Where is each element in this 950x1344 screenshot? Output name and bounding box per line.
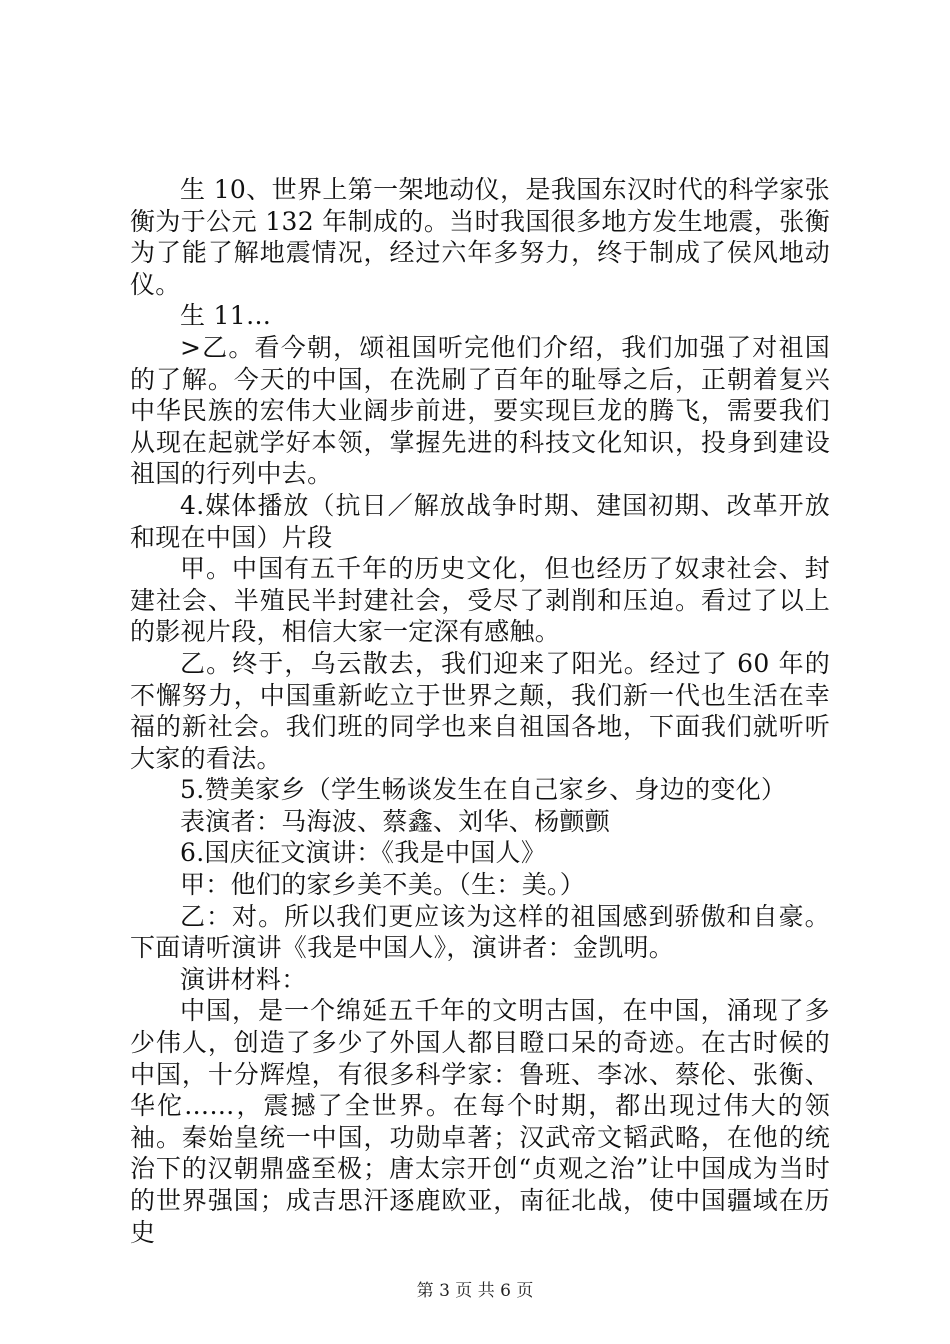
paragraph-yi-today: >乙。看今朝，颂祖国听完他们介绍，我们加强了对祖国的了解。今天的中国，在洗刷了百年的耻辱之后，正朝着复兴中华民族的宏伟大业阔步前进，要实现巨龙的腾飞，需要我们从现在起就学好本领，掌握先进的科技文化知识，投身到建设祖国的行列中去。	[130, 332, 830, 489]
paragraph-speech-title: 6.国庆征文演讲：《我是中国人》	[180, 838, 547, 868]
paragraph-student-11: 生 11…	[180, 301, 272, 331]
page-number-footer: 第 3 页 共 6 页	[416, 1281, 534, 1301]
document-body	[130, 174, 830, 1248]
paragraph-media-playback: 4.媒体播放（抗日／解放战争时期、建国初期、改革开放和现在中国）片段	[130, 490, 830, 552]
paragraph-yi-proud: 乙：对。所以我们更应该为这样的祖国感到骄傲和自豪。下面请听演讲《我是中国人》，演讲者：金凯明。	[130, 901, 830, 963]
paragraph-yi-sunshine: 乙。终于，乌云散去，我们迎来了阳光。经过了 60 年的不懈努力，中国重新屹立于世界之颠，我们新一代也生活在幸福的新社会。我们班的同学也来自祖国各地，下面我们就听听大家的看法。	[130, 648, 830, 773]
paragraph-jia-history: 甲。中国有五千年的历史文化，但也经历了奴隶社会、封建社会、半殖民半封建社会，受尽了剥削和压迫。看过了以上的影视片段，相信大家一定深有感触。	[130, 554, 830, 647]
paragraph-seismograph: 生 10、世界上第一架地动仪，是我国东汉时代的科学家张衡为于公元 132 年制成的。当时我国很多地方发生地震，张衡为了能了解地震情况，经过六年多努力，终于制成了侯风地动仪。	[130, 175, 830, 299]
paragraph-speech-material-label: 演讲材料：	[180, 964, 307, 994]
paragraph-praise-hometown: 5.赞美家乡（学生畅谈发生在自己家乡、身边的变化）	[180, 775, 787, 805]
paragraph-performers: 表演者：马海波、蔡鑫、刘华、杨颤颤	[180, 806, 611, 836]
paragraph-jia-question: 甲：他们的家乡美不美。（生：美。）	[180, 870, 586, 900]
paragraph-speech-material: 中国，是一个绵延五千年的文明古国，在中国，涌现了多少伟人，创造了多少了外国人都目瞪口呆的奇迹。在古时候的中国，十分辉煌，有很多科学家：鲁班、李冰、蔡伦、张衡、华佗……，震撼了全世界。在每个时期，都出现过伟大的领袖。秦始皇统一中国，功勋卓著；汉武帝文韬武略，在他的统治下的汉朝鼎盛至极；唐太宗开创“贞观之治”让中国成为当时的世界强国；成吉思汗逐鹿欧亚，南征北战，使中国疆域在历史	[130, 996, 830, 1247]
